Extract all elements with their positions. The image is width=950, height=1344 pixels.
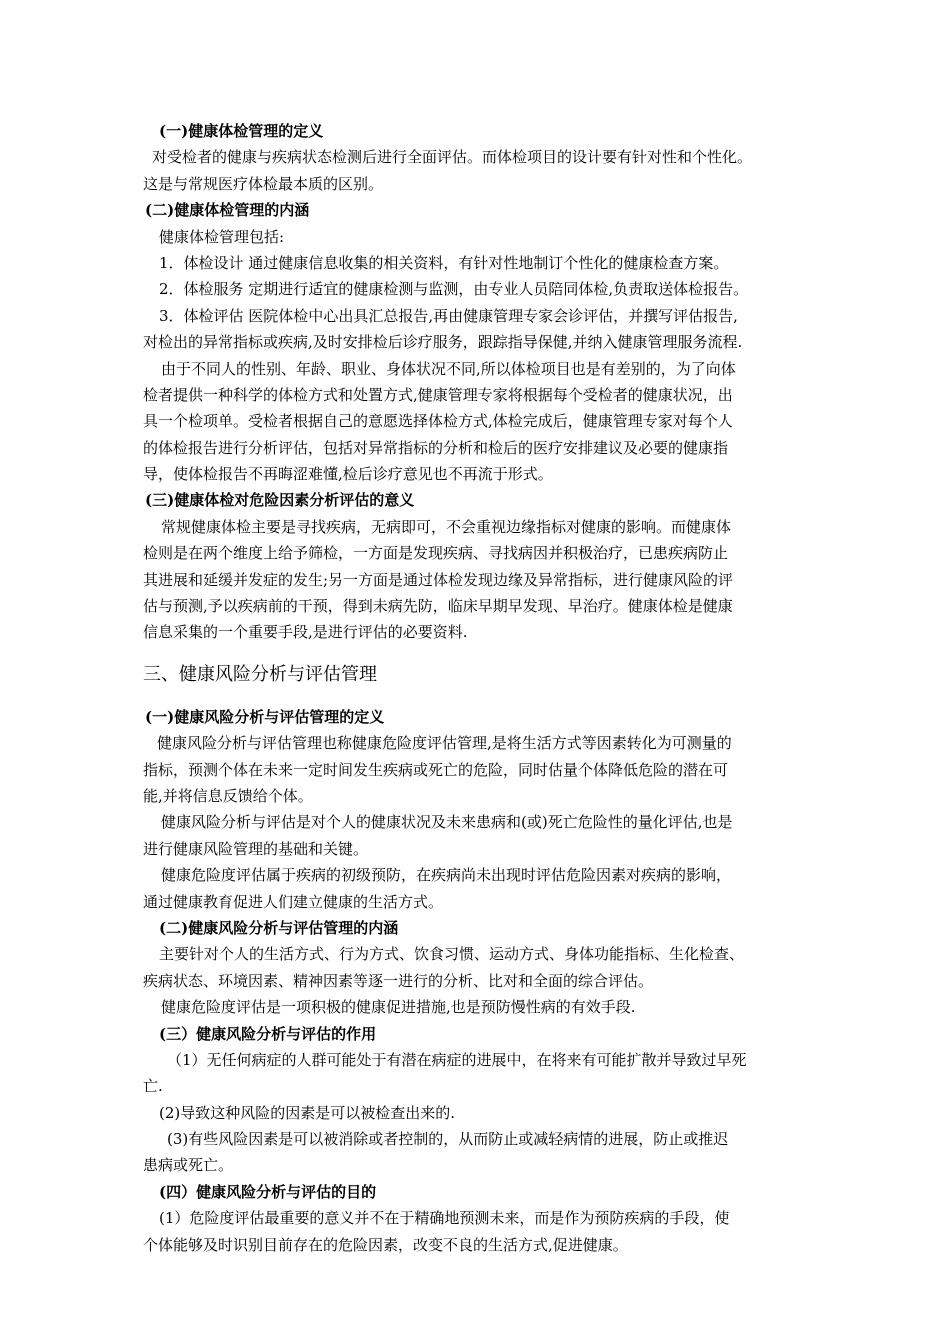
- paragraph-line: 通过健康教育促进人们建立健康的生活方式。: [143, 892, 444, 911]
- paragraph-line: (1）危险度评估最重要的意义并不在于精确地预测未来，而是作为预防疾病的手段，使: [159, 1209, 730, 1228]
- paragraph-line: 检则是在两个维度上给予筛检，一方面是发现疾病、寻找病因并积极治疗，已患疾病防止: [143, 544, 729, 563]
- paragraph-line: （1）无任何病症的人群可能处于有潜在病症的进展中，在将来有可能扩散并导致过早死: [167, 1050, 747, 1069]
- section-heading: (二)健康风险分析与评估管理的内涵: [159, 918, 399, 937]
- section-heading: (三）健康风险分析与评估的作用: [159, 1024, 377, 1043]
- chapter-title: 三、健康风险分析与评估管理: [143, 663, 377, 685]
- paragraph-line: 具一个检项单。受检者根据自己的意愿选择体检方式,体检完成后，健康管理专家对每个人: [143, 412, 733, 431]
- paragraph-line: 信息采集的一个重要手段,是进行评估的必要资料.: [143, 623, 468, 642]
- paragraph-line: 1．体检设计 通过健康信息收集的相关资料，有针对性地制订个性化的健康检查方案。: [159, 253, 729, 272]
- paragraph-line: (2)导致这种风险的因素是可以被检查出来的.: [159, 1103, 456, 1122]
- paragraph-line: 健康风险分析与评估管理也称健康危险度评估管理,是将生活方式等因素转化为可测量的: [157, 734, 732, 753]
- section-heading: (四）健康风险分析与评估的目的: [159, 1182, 377, 1201]
- paragraph-line: 对受检者的健康与疾病状态检测后进行全面评估。而体检项目的设计要有针对性和个性化。: [152, 148, 753, 167]
- paragraph-line: 的体检报告进行分析评估，包括对异常指标的分析和检后的医疗安排建议及必要的健康指: [143, 438, 729, 457]
- paragraph-line: 健康危险度评估是一项积极的健康促进措施,也是预防慢性病的有效手段.: [161, 998, 636, 1017]
- section-risk-assessment: [143, 704, 818, 1258]
- paragraph-line: 主要针对个人的生活方式、行为方式、饮食习惯、运动方式、身体功能指标、生化检查、: [159, 945, 745, 964]
- paragraph-line: 估与预测,予以疾病前的干预，得到未病先防，临床早期早发现、早治疗。健康体检是健康: [143, 597, 733, 616]
- section-heading: (一)健康体检管理的定义: [159, 122, 324, 140]
- section-heading: (二)健康体检管理的内涵: [145, 201, 310, 220]
- paragraph-line: 对检出的异常指标或疾病,及时安排检后诊疗服务，跟踪指导保健,并纳入健康管理服务流程.: [143, 333, 743, 352]
- paragraph-line: (3)有些风险因素是可以被消除或者控制的，从而防止或减轻病情的进展，防止或推迟: [167, 1130, 729, 1149]
- paragraph-line: 患病或死亡。: [143, 1156, 234, 1175]
- paragraph-line: 这是与常规医疗体检最本质的区别。: [143, 174, 384, 193]
- paragraph-line: 常规健康体检主要是寻找疾病，无病即可，不会重视边缘指标对健康的影响。而健康体: [161, 517, 732, 536]
- paragraph-line: 健康风险分析与评估是对个人的健康状况及未来患病和(或)死亡危险性的量化评估,也是: [161, 813, 733, 832]
- paragraph-line: 个体能够及时识别目前存在的危险因素，改变不良的生活方式,促进健康。: [143, 1235, 628, 1254]
- paragraph-line: 能,并将信息反馈给个体。: [143, 786, 313, 805]
- section-heading: (三)健康体检对危险因素分析评估的意义: [145, 491, 415, 510]
- paragraph-line: 健康危险度评估属于疾病的初级预防，在疾病尚未出现时评估危险因素对疾病的影响，: [161, 866, 732, 885]
- paragraph-line: 进行健康风险管理的基础和关键。: [143, 839, 369, 858]
- paragraph-line: 疾病状态、环境因素、精神因素等逐一进行的分析、比对和全面的综合评估。: [143, 971, 654, 990]
- document-page: [143, 118, 818, 1258]
- section-health-checkup: [143, 118, 818, 646]
- section-heading: (一)健康风险分析与评估管理的定义: [145, 707, 385, 726]
- paragraph-line: 2．体检服务 定期进行适宜的健康检测与监测，由专业人员陪同体检,负责取送体检报告。: [159, 280, 749, 299]
- paragraph-line: 亡.: [143, 1077, 163, 1096]
- paragraph-line: 3．体检评估 医院体检中心出具汇总报告,再由健康管理专家会诊评估，并撰写评估报告,: [159, 306, 738, 325]
- paragraph-line: 健康体检管理包括:: [159, 227, 285, 246]
- paragraph-line: 导，使体检报告不再晦涩难懂,检后诊疗意见也不再流于形式。: [143, 465, 553, 484]
- paragraph-line: 指标，预测个体在未来一定时间发生疾病或死亡的危险，同时估量个体降低危险的潜在可: [143, 760, 729, 779]
- paragraph-line: 其进展和延缓并发症的发生;另一方面是通过体检发现边缘及异常指标，进行健康风险的评: [143, 570, 734, 589]
- paragraph-line: 检者提供一种科学的体检方式和处置方式,健康管理专家将根据每个受检者的健康状况，出: [143, 385, 733, 404]
- paragraph-line: 由于不同人的性别、年龄、职业、身体状况不同,所以体检项目也是有差别的，为了向体: [161, 359, 736, 378]
